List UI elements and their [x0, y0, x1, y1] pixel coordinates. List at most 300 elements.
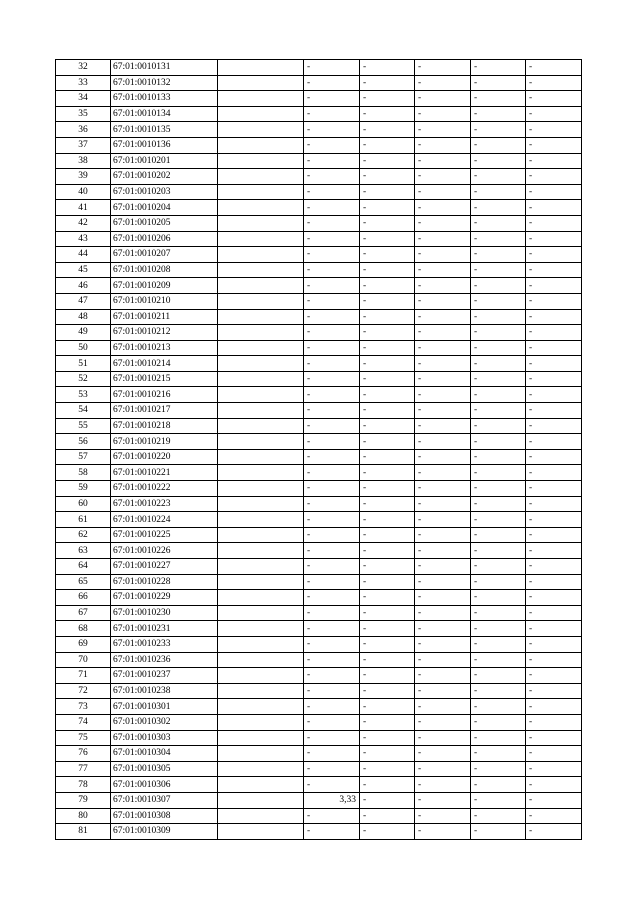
column-4-cell: - — [304, 293, 360, 309]
column-7-cell: - — [471, 512, 526, 528]
column-7-cell: - — [471, 309, 526, 325]
table-row — [56, 746, 582, 762]
table-row — [56, 169, 582, 185]
column-6-cell: - — [415, 808, 471, 824]
row-number-cell: 45 — [56, 262, 111, 278]
column-7-cell: - — [471, 792, 526, 808]
table-row — [56, 278, 582, 294]
column-5-cell: - — [360, 75, 415, 91]
column-5-cell: - — [360, 746, 415, 762]
column-3-cell — [218, 434, 304, 450]
column-3-cell — [218, 247, 304, 263]
cadastral-code-cell: 67:01:0010209 — [111, 278, 218, 294]
column-3-cell — [218, 792, 304, 808]
table-row — [56, 231, 582, 247]
row-number-cell: 71 — [56, 668, 111, 684]
cadastral-code-cell: 67:01:0010207 — [111, 247, 218, 263]
column-4-cell: - — [304, 636, 360, 652]
column-5-cell: - — [360, 231, 415, 247]
cadastral-code-cell: 67:01:0010227 — [111, 559, 218, 575]
column-3-cell — [218, 543, 304, 559]
table-row — [56, 215, 582, 231]
column-3-cell — [218, 371, 304, 387]
column-5-cell: - — [360, 824, 415, 840]
column-7-cell: - — [471, 761, 526, 777]
column-5-cell: - — [360, 730, 415, 746]
cadastral-code-cell: 67:01:0010221 — [111, 465, 218, 481]
table-row — [56, 481, 582, 497]
column-3-cell — [218, 481, 304, 497]
column-8-cell: - — [526, 512, 582, 528]
column-8-cell: - — [526, 60, 582, 76]
column-8-cell: - — [526, 231, 582, 247]
column-4-cell: - — [304, 200, 360, 216]
column-6-cell: - — [415, 714, 471, 730]
column-8-cell: - — [526, 247, 582, 263]
row-number-cell: 64 — [56, 559, 111, 575]
column-5-cell: - — [360, 60, 415, 76]
row-number-cell: 78 — [56, 777, 111, 793]
column-5-cell: - — [360, 356, 415, 372]
column-3-cell — [218, 262, 304, 278]
row-number-cell: 32 — [56, 60, 111, 76]
column-8-cell: - — [526, 746, 582, 762]
column-3-cell — [218, 590, 304, 606]
column-7-cell: - — [471, 231, 526, 247]
row-number-cell: 58 — [56, 465, 111, 481]
column-3-cell — [218, 200, 304, 216]
column-3-cell — [218, 559, 304, 575]
column-5-cell: - — [360, 527, 415, 543]
column-7-cell: - — [471, 60, 526, 76]
row-number-cell: 77 — [56, 761, 111, 777]
row-number-cell: 41 — [56, 200, 111, 216]
cadastral-code-cell: 67:01:0010212 — [111, 325, 218, 341]
row-number-cell: 73 — [56, 699, 111, 715]
column-3-cell — [218, 761, 304, 777]
column-7-cell: - — [471, 325, 526, 341]
column-6-cell: - — [415, 340, 471, 356]
column-5-cell: - — [360, 574, 415, 590]
column-3-cell — [218, 730, 304, 746]
column-6-cell: - — [415, 200, 471, 216]
table-row — [56, 60, 582, 76]
column-8-cell: - — [526, 590, 582, 606]
table-row — [56, 683, 582, 699]
column-7-cell: - — [471, 262, 526, 278]
cadastral-code-cell: 67:01:0010236 — [111, 652, 218, 668]
column-3-cell — [218, 278, 304, 294]
table-row — [56, 449, 582, 465]
column-6-cell: - — [415, 403, 471, 419]
row-number-cell: 35 — [56, 106, 111, 122]
row-number-cell: 69 — [56, 636, 111, 652]
column-4-cell: - — [304, 356, 360, 372]
column-6-cell: - — [415, 60, 471, 76]
column-6-cell: - — [415, 527, 471, 543]
table-row — [56, 106, 582, 122]
column-4-cell: - — [304, 137, 360, 153]
column-8-cell: - — [526, 481, 582, 497]
row-number-cell: 49 — [56, 325, 111, 341]
table-row — [56, 668, 582, 684]
table-row — [56, 574, 582, 590]
row-number-cell: 67 — [56, 605, 111, 621]
column-5-cell: - — [360, 652, 415, 668]
cadastral-code-cell: 67:01:0010222 — [111, 481, 218, 497]
column-3-cell — [218, 668, 304, 684]
column-8-cell: - — [526, 418, 582, 434]
column-3-cell — [218, 403, 304, 419]
cadastral-code-cell: 67:01:0010215 — [111, 371, 218, 387]
column-3-cell — [218, 137, 304, 153]
column-6-cell: - — [415, 777, 471, 793]
column-6-cell: - — [415, 746, 471, 762]
cadastral-code-cell: 67:01:0010304 — [111, 746, 218, 762]
table-row — [56, 590, 582, 606]
column-8-cell: - — [526, 215, 582, 231]
column-7-cell: - — [471, 449, 526, 465]
cadastral-code-cell: 67:01:0010211 — [111, 309, 218, 325]
cadastral-code-cell: 67:01:0010230 — [111, 605, 218, 621]
row-number-cell: 47 — [56, 293, 111, 309]
column-8-cell: - — [526, 761, 582, 777]
row-number-cell: 66 — [56, 590, 111, 606]
row-number-cell: 74 — [56, 714, 111, 730]
column-3-cell — [218, 387, 304, 403]
column-3-cell — [218, 512, 304, 528]
cadastral-code-cell: 67:01:0010205 — [111, 215, 218, 231]
data-table — [55, 59, 582, 840]
column-6-cell: - — [415, 590, 471, 606]
column-7-cell: - — [471, 434, 526, 450]
table-body — [56, 60, 582, 840]
column-5-cell: - — [360, 559, 415, 575]
column-7-cell: - — [471, 153, 526, 169]
column-6-cell: - — [415, 636, 471, 652]
column-4-cell: - — [304, 777, 360, 793]
column-7-cell: - — [471, 122, 526, 138]
cadastral-code-cell: 67:01:0010305 — [111, 761, 218, 777]
cadastral-code-cell: 67:01:0010223 — [111, 496, 218, 512]
column-5-cell: - — [360, 481, 415, 497]
row-number-cell: 70 — [56, 652, 111, 668]
column-7-cell: - — [471, 387, 526, 403]
column-3-cell — [218, 636, 304, 652]
column-4-cell: - — [304, 278, 360, 294]
row-number-cell: 65 — [56, 574, 111, 590]
column-7-cell: - — [471, 683, 526, 699]
column-5-cell: - — [360, 683, 415, 699]
table-row — [56, 527, 582, 543]
cadastral-code-cell: 67:01:0010135 — [111, 122, 218, 138]
row-number-cell: 33 — [56, 75, 111, 91]
table-row — [56, 714, 582, 730]
cadastral-code-cell: 67:01:0010203 — [111, 184, 218, 200]
column-4-cell: - — [304, 714, 360, 730]
column-3-cell — [218, 215, 304, 231]
row-number-cell: 68 — [56, 621, 111, 637]
cadastral-code-cell: 67:01:0010131 — [111, 60, 218, 76]
column-3-cell — [218, 824, 304, 840]
row-number-cell: 59 — [56, 481, 111, 497]
cadastral-code-cell: 67:01:0010202 — [111, 169, 218, 185]
column-6-cell: - — [415, 293, 471, 309]
cadastral-code-cell: 67:01:0010218 — [111, 418, 218, 434]
column-6-cell: - — [415, 247, 471, 263]
column-5-cell: - — [360, 512, 415, 528]
column-7-cell: - — [471, 184, 526, 200]
column-4-cell: - — [304, 247, 360, 263]
table-row — [56, 91, 582, 107]
column-6-cell: - — [415, 325, 471, 341]
column-7-cell: - — [471, 574, 526, 590]
cadastral-code-cell: 67:01:0010217 — [111, 403, 218, 419]
table-row — [56, 730, 582, 746]
cadastral-code-cell: 67:01:0010307 — [111, 792, 218, 808]
cadastral-code-cell: 67:01:0010238 — [111, 683, 218, 699]
column-6-cell: - — [415, 434, 471, 450]
row-number-cell: 60 — [56, 496, 111, 512]
column-5-cell: - — [360, 371, 415, 387]
column-4-cell: - — [304, 605, 360, 621]
column-8-cell: - — [526, 293, 582, 309]
row-number-cell: 62 — [56, 527, 111, 543]
cadastral-code-cell: 67:01:0010301 — [111, 699, 218, 715]
column-7-cell: - — [471, 559, 526, 575]
table-row — [56, 153, 582, 169]
cadastral-code-cell: 67:01:0010220 — [111, 449, 218, 465]
column-8-cell: - — [526, 699, 582, 715]
column-3-cell — [218, 621, 304, 637]
column-4-cell: - — [304, 465, 360, 481]
column-7-cell: - — [471, 215, 526, 231]
cadastral-code-cell: 67:01:0010201 — [111, 153, 218, 169]
column-5-cell: - — [360, 714, 415, 730]
column-4-cell: - — [304, 621, 360, 637]
column-6-cell: - — [415, 699, 471, 715]
row-number-cell: 46 — [56, 278, 111, 294]
column-6-cell: - — [415, 512, 471, 528]
column-8-cell: - — [526, 278, 582, 294]
column-6-cell: - — [415, 184, 471, 200]
cadastral-code-cell: 67:01:0010231 — [111, 621, 218, 637]
column-5-cell: - — [360, 200, 415, 216]
row-number-cell: 76 — [56, 746, 111, 762]
column-5-cell: - — [360, 792, 415, 808]
column-5-cell: - — [360, 106, 415, 122]
column-6-cell: - — [415, 309, 471, 325]
column-7-cell: - — [471, 200, 526, 216]
column-6-cell: - — [415, 262, 471, 278]
column-4-cell: - — [304, 262, 360, 278]
column-6-cell: - — [415, 761, 471, 777]
column-5-cell: - — [360, 465, 415, 481]
column-5-cell: - — [360, 153, 415, 169]
column-5-cell: - — [360, 340, 415, 356]
column-3-cell — [218, 777, 304, 793]
column-8-cell: - — [526, 325, 582, 341]
cadastral-code-cell: 67:01:0010204 — [111, 200, 218, 216]
column-3-cell — [218, 652, 304, 668]
column-7-cell: - — [471, 137, 526, 153]
cadastral-code-cell: 67:01:0010132 — [111, 75, 218, 91]
row-number-cell: 38 — [56, 153, 111, 169]
column-8-cell: - — [526, 449, 582, 465]
column-6-cell: - — [415, 418, 471, 434]
column-3-cell — [218, 418, 304, 434]
table-row — [56, 371, 582, 387]
row-number-cell: 39 — [56, 169, 111, 185]
cadastral-code-cell: 67:01:0010219 — [111, 434, 218, 450]
column-7-cell: - — [471, 605, 526, 621]
row-number-cell: 54 — [56, 403, 111, 419]
column-5-cell: - — [360, 403, 415, 419]
table-row — [56, 137, 582, 153]
column-5-cell: - — [360, 215, 415, 231]
row-number-cell: 72 — [56, 683, 111, 699]
table-row — [56, 559, 582, 575]
column-4-cell: - — [304, 75, 360, 91]
column-6-cell: - — [415, 730, 471, 746]
column-4-cell: - — [304, 387, 360, 403]
column-4-cell: - — [304, 496, 360, 512]
column-3-cell — [218, 122, 304, 138]
column-8-cell: - — [526, 309, 582, 325]
column-8-cell: - — [526, 371, 582, 387]
column-4-cell: - — [304, 730, 360, 746]
column-6-cell: - — [415, 91, 471, 107]
column-6-cell: - — [415, 668, 471, 684]
table-row — [56, 200, 582, 216]
column-5-cell: - — [360, 418, 415, 434]
table-row — [56, 792, 582, 808]
column-3-cell — [218, 605, 304, 621]
column-7-cell: - — [471, 481, 526, 497]
column-7-cell: - — [471, 714, 526, 730]
column-4-cell: - — [304, 91, 360, 107]
column-4-cell: - — [304, 652, 360, 668]
column-6-cell: - — [415, 231, 471, 247]
cadastral-code-cell: 67:01:0010226 — [111, 543, 218, 559]
column-8-cell: - — [526, 153, 582, 169]
table-row — [56, 652, 582, 668]
column-4-cell: - — [304, 683, 360, 699]
cadastral-code-cell: 67:01:0010303 — [111, 730, 218, 746]
column-8-cell: - — [526, 527, 582, 543]
column-3-cell — [218, 309, 304, 325]
column-8-cell: - — [526, 340, 582, 356]
column-8-cell: - — [526, 636, 582, 652]
row-number-cell: 51 — [56, 356, 111, 372]
column-5-cell: - — [360, 449, 415, 465]
column-8-cell: - — [526, 403, 582, 419]
table-row — [56, 309, 582, 325]
column-7-cell: - — [471, 75, 526, 91]
column-8-cell: - — [526, 714, 582, 730]
column-7-cell: - — [471, 699, 526, 715]
column-4-cell: - — [304, 418, 360, 434]
column-8-cell: - — [526, 75, 582, 91]
cadastral-code-cell: 67:01:0010133 — [111, 91, 218, 107]
column-7-cell: - — [471, 293, 526, 309]
cadastral-code-cell: 67:01:0010233 — [111, 636, 218, 652]
column-8-cell: - — [526, 559, 582, 575]
table-row — [56, 808, 582, 824]
table-row — [56, 75, 582, 91]
row-number-cell: 40 — [56, 184, 111, 200]
cadastral-code-cell: 67:01:0010309 — [111, 824, 218, 840]
cadastral-code-cell: 67:01:0010302 — [111, 714, 218, 730]
cadastral-code-cell: 67:01:0010208 — [111, 262, 218, 278]
row-number-cell: 57 — [56, 449, 111, 465]
column-3-cell — [218, 184, 304, 200]
column-6-cell: - — [415, 137, 471, 153]
column-7-cell: - — [471, 636, 526, 652]
column-5-cell: - — [360, 761, 415, 777]
column-4-cell: - — [304, 106, 360, 122]
table-row — [56, 636, 582, 652]
column-5-cell: - — [360, 543, 415, 559]
column-4-cell: - — [304, 449, 360, 465]
table-row — [56, 262, 582, 278]
cadastral-code-cell: 67:01:0010216 — [111, 387, 218, 403]
column-6-cell: - — [415, 387, 471, 403]
table-row — [56, 621, 582, 637]
column-5-cell: - — [360, 278, 415, 294]
column-4-cell: - — [304, 746, 360, 762]
column-3-cell — [218, 75, 304, 91]
table-row — [56, 605, 582, 621]
column-3-cell — [218, 293, 304, 309]
column-7-cell: - — [471, 730, 526, 746]
table-row — [56, 543, 582, 559]
row-number-cell: 43 — [56, 231, 111, 247]
column-4-cell: - — [304, 309, 360, 325]
column-4-cell: - — [304, 371, 360, 387]
table-row — [56, 325, 582, 341]
column-7-cell: - — [471, 278, 526, 294]
column-4-cell: - — [304, 215, 360, 231]
table-row — [56, 434, 582, 450]
column-8-cell: - — [526, 184, 582, 200]
column-7-cell: - — [471, 91, 526, 107]
column-5-cell: - — [360, 91, 415, 107]
column-7-cell: - — [471, 465, 526, 481]
row-number-cell: 52 — [56, 371, 111, 387]
column-4-cell: - — [304, 340, 360, 356]
column-7-cell: - — [471, 496, 526, 512]
table-row — [56, 403, 582, 419]
cadastral-code-cell: 67:01:0010308 — [111, 808, 218, 824]
column-4-cell: - — [304, 699, 360, 715]
column-4-cell: - — [304, 590, 360, 606]
table-row — [56, 465, 582, 481]
cadastral-code-cell: 67:01:0010229 — [111, 590, 218, 606]
column-8-cell: - — [526, 777, 582, 793]
column-6-cell: - — [415, 278, 471, 294]
column-8-cell: - — [526, 91, 582, 107]
cadastral-code-cell: 67:01:0010210 — [111, 293, 218, 309]
column-6-cell: - — [415, 215, 471, 231]
column-6-cell: - — [415, 481, 471, 497]
cadastral-code-cell: 67:01:0010214 — [111, 356, 218, 372]
column-7-cell: - — [471, 652, 526, 668]
column-8-cell: - — [526, 122, 582, 138]
column-3-cell — [218, 60, 304, 76]
column-4-cell: - — [304, 668, 360, 684]
column-5-cell: - — [360, 137, 415, 153]
